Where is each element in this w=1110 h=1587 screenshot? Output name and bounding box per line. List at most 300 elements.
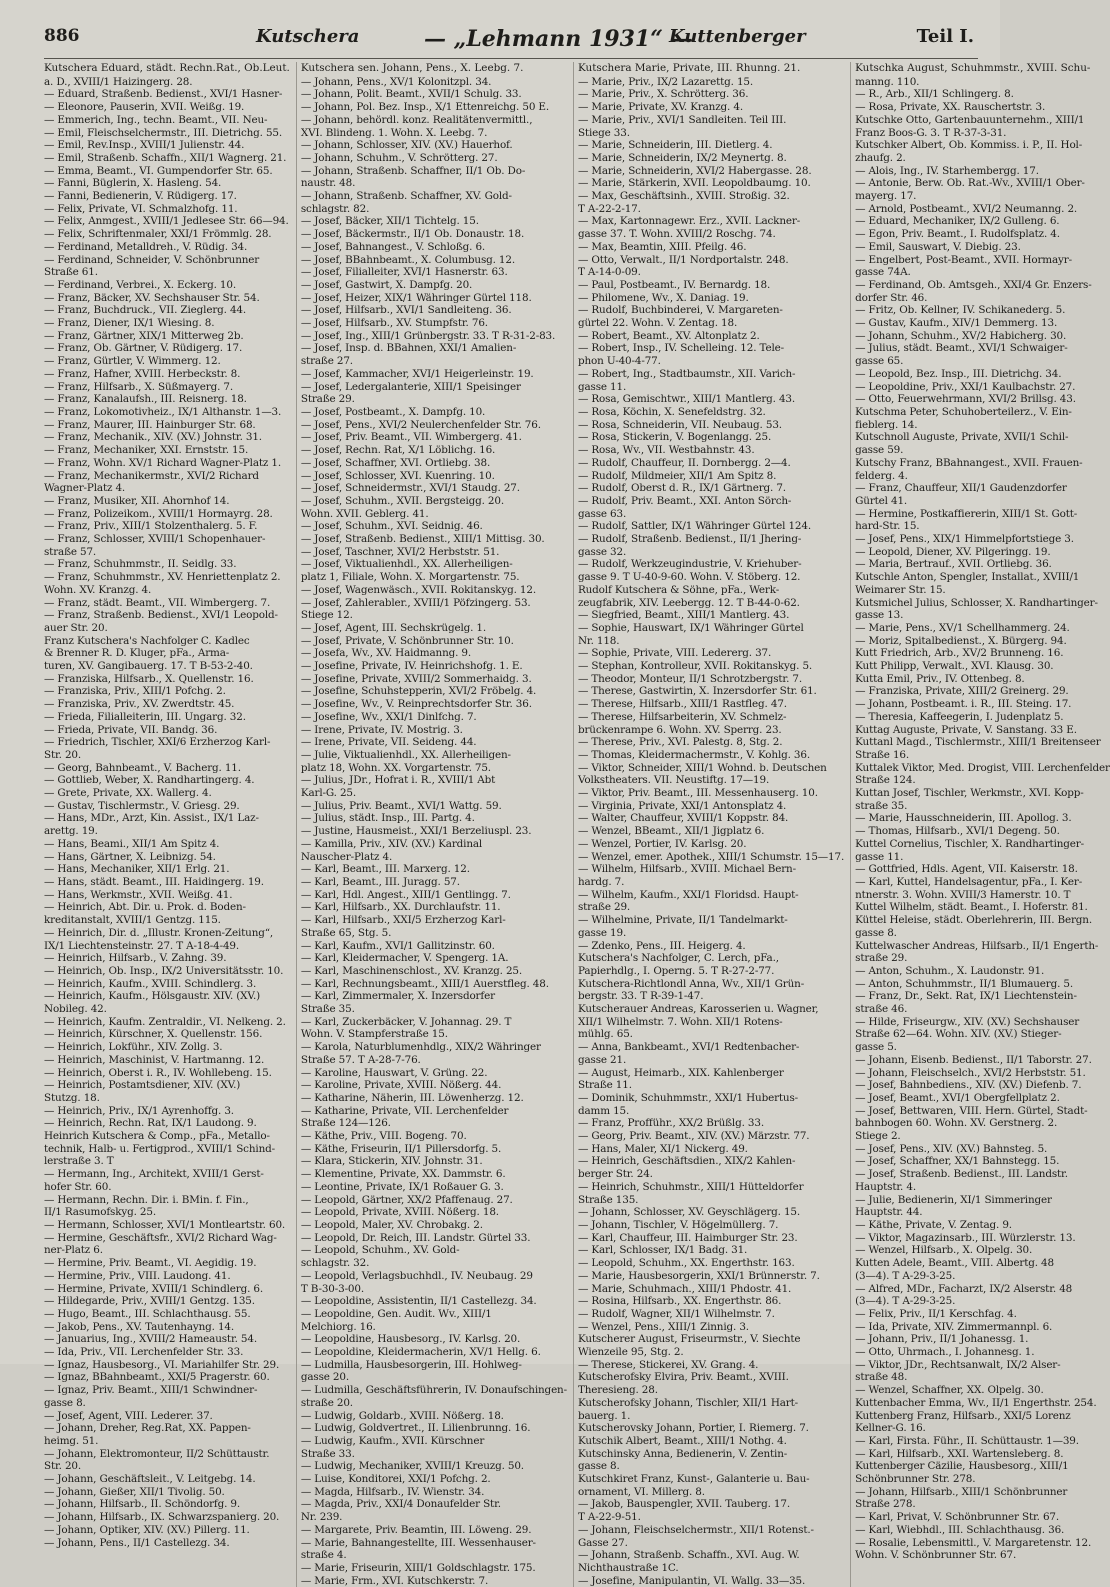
directory-entry: — Philomene, Wv., X. Daniag. 19. [577,291,749,304]
directory-entry: — Wilhelm, Kaufm., XXI/1 Floridsd. Haupt- [577,888,799,901]
directory-entry: Straße 33. [300,1447,355,1460]
directory-entry: — Josef, Schlosser, XVI. Kuenring. 10. [300,469,495,482]
directory-entry: — Johann, behördl. konz. Realitätenvermittl., [300,113,533,126]
directory-entry: — Moriz, Spitalbedienst., X. Bürgerg. 94. [855,634,1067,647]
directory-entry: — Josef, Schaffner, XVI. Ortliebg. 38. [300,456,491,469]
directory-entry: — Julius, JDr., Hofrat i. R., XVIII/1 Abt [300,774,496,787]
directory-entry: — Heinrich, Schuhmstr., XIII/1 Hütteldorfer [577,1180,804,1193]
directory-entry: hard-Str. 15. [855,520,920,533]
directory-entry: Nr. 239. [300,1511,343,1524]
directory-entry: — Klara, Stickerin, XIV. Johnstr. 31. [300,1155,483,1168]
directory-entry: — Heinrich, Priv., IX/1 Ayrenhoffg. 3. [44,1104,234,1117]
directory-entry: — Josef, Private, V. Schönbrunner Str. 10. [300,634,514,647]
directory-entry: Kutsmichel Julius, Schlosser, X. Randhartinger- [855,596,1098,609]
directory-entry: — Johann, Pens., XV/1 Kolonitzpl. 34. [300,75,492,88]
directory-entry: — Heinrich, Kaufm. Zentraldir., VI. Nelkeng. 2. [44,1015,286,1028]
page-header [44,26,980,54]
directory-entry: — Karola, Naturblumenhdlg., XIX/2 Währinger [300,1041,541,1054]
directory-entry: — Hans, Maler, XI/1 Nickerg. 49. [577,1142,748,1155]
directory-entry: — Josef, Priv. Beamt., VII. Wimbergerg. 41. [300,431,522,444]
directory-entry: — Franz, Schlosser, XVIII/1 Schopenhauer- [44,533,266,546]
directory-entry: — Januarius, Ing., XVIII/2 Hameaustr. 54. [44,1333,257,1346]
directory-entry: — Wenzel, Hilfsarb., X. Olpelg. 30. [855,1244,1033,1257]
directory-entry: — Rudolf, Priv. Beamt., XXI. Anton Sörch- [577,494,792,507]
directory-entry: — Rudolf, Buchbinderei, V. Margareten- [577,304,783,317]
directory-entry: — Leopoldine, Assistentin, II/1 Castellezg. 34. [300,1295,537,1308]
directory-entry: Kutscherer August, Friseurmstr., V. Siechte [577,1333,801,1346]
directory-entry: — Heinrich, Postamtsdiener, XIV. (XV.) [44,1079,241,1092]
directory-entry: Nobileg. 42. [44,1003,107,1016]
directory-entry: — Franziska, Hilfsarb., X. Quellenstr. 16. [44,672,254,685]
directory-entry: — Johann, Postbeamt. i. R., III. Steing. 17. [855,698,1072,711]
directory-entry: — Heinrich, Rechn. Rat, IX/1 Laudong. 9. [44,1117,257,1130]
directory-entry: Wohn. XV. Kranzg. 4. [44,583,152,596]
directory-entry: — Hermine, Private, XVIII/1 Schindlerg. 6. [44,1282,264,1295]
directory-entry: Straße 124. [855,774,916,787]
directory-entry: — Thomas, Kleidermachermstr., V. Kohlg. 36. [577,748,810,761]
directory-entry: — Josef, Filialleiter, XVI/1 Hasnerstr. 63. [300,266,508,279]
directory-entry: — Anton, Schuhmmstr., II/1 Blumauerg. 5. [855,977,1074,990]
directory-entry: fieblerg. 14. [855,418,918,431]
directory-entry: zeugfabrik, XIV. Leebergg. 12. T B-44-0-62. [577,596,800,609]
directory-entry: Kutschy Franz, BBahnangest., XVII. Frauen- [855,456,1083,469]
directory-entry: — Max, Geschäftsinh., XVIII. Stroßig. 32. [577,190,790,203]
directory-entry: Wagner-Platz 4. [44,482,126,495]
directory-entry: — Ludwig, Goldarb., XVIII. Nößerg. 18. [300,1409,504,1422]
directory-entry: bergstr. 33. T R-39-1-47. [577,990,704,1003]
directory-entry: — Franz, Mechanikermstr., XVI/2 Richard [44,469,259,482]
directory-entry: Rudolf Kutschera & Söhne, pFa., Werk- [577,583,780,596]
directory-entry: gasse 11. [577,380,627,393]
directory-entry: — Josef, Agent, VIII. Lederer. 37. [44,1409,213,1422]
directory-entry: — Johann, Dreher, Reg.Rat, XX. Pappen- [44,1422,251,1435]
directory-entry: — Rosa, Wv., VII. Westbahnstr. 43. [577,444,755,457]
directory-entry: Kutschik Albert, Beamt., XIII/1 Nothg. 4. [577,1434,787,1447]
directory-entry: — Franz, Dr., Sekt. Rat, IX/1 Liechtenstein- [855,990,1077,1003]
directory-entry: Kutta Emil, Priv., IV. Ottenbeg. 8. [855,672,1025,685]
directory-entry: Gürtel 41. [855,494,908,507]
directory-entry: — Josef, Heizer, XIX/1 Währinger Gürtel 118. [300,291,532,304]
directory-entry: — Theodor, Monteur, II/1 Schrotzbergstr. 7. [577,672,803,685]
directory-entry: XII/1 Wilhelmstr. 7. Wohn. XII/1 Rotens- [577,1015,783,1028]
directory-entry: Karl-G. 25. [300,787,357,800]
directory-entry: — Klementine, Private, XX. Dammstr. 6. [300,1168,506,1181]
directory-entry: platz 1, Filiale, Wohn. X. Morgartenstr. 75. [300,571,520,584]
directory-entry: — Fanni, Bedienerin, V. Rüdigerg. 17. [44,190,237,203]
directory-entry: straße 4. [300,1549,347,1562]
directory-entry: — Heinrich, Geschäftsdien., XIX/2 Kahlen- [577,1155,796,1168]
directory-entry: Straße 11. [577,1079,632,1092]
directory-entry: Hauptstr. 44. [855,1206,923,1219]
directory-entry: — Therese, Priv., XVI. Palestg. 8, Stg. 2. [577,736,783,749]
directory-entry: — Karl, Kaufm., XVI/1 Gallitzinstr. 60. [300,939,495,952]
directory-entry: straße 29. [577,901,631,914]
directory-entry: — Rudolf, Mildmeier, XII/1 Am Spitz 8. [577,469,777,482]
directory-entry: — Leontine, Private, IX/1 Roßauer G. 3. [300,1180,504,1193]
directory-entry: Kutscherofsky Elvira, Priv. Beamt., XVIII. [577,1371,789,1384]
directory-entry: — Johann, Fleischselch., XVI/2 Herbststr. 51. [855,1066,1086,1079]
directory-entry: — Franz, Lokomotivheiz., IX/1 Althanstr. 1—3. [44,405,282,418]
directory-entry: — Marie, Pens., XV/1 Schellhammerg. 24. [855,621,1070,634]
directory-entry: — Antonie, Berw. Ob. Rat.-Wv., XVIII/1 Ober- [855,177,1085,190]
directory-entry: II/1 Rasumofskyg. 25. [44,1206,156,1219]
directory-entry: — Johann, Pens., II/1 Castellezg. 34. [44,1536,230,1549]
directory-entry: — Emil, Straßenb. Schaffn., XII/1 Wagnerg. 21. [44,151,287,164]
directory-entry: — Felix, Schriftenmaler, XXI/1 Frömmlg. 28. [44,228,272,241]
directory-entry: Hauptstr. 4. [855,1180,916,1193]
directory-entry: — Ludwig, Mechaniker, XVIII/1 Kreuzg. 50. [300,1460,524,1473]
directory-entry: Kutscherauer Andreas, Karosserien u. Wagner, [577,1003,819,1016]
directory-entry: Kutt Philipp, Verwalt., XVI. Klausg. 30. [855,660,1054,673]
directory-entry: — Therese, Hilfsarb., XIII/1 Rastfleg. 47. [577,698,787,711]
directory-entry: gasse 37. T. Wohn. XVIII/2 Roschg. 74. [577,228,776,241]
directory-entry: — Thomas, Hilfsarb., XVI/1 Degeng. 50. [855,825,1060,838]
directory-entry: — Leopold, Private, XVIII. Nößerg. 18. [300,1206,499,1219]
directory-entry: Stiege 2. [855,1130,901,1143]
column-3 [573,62,844,1587]
directory-entry: — Franziska, Private, XIII/2 Greinerg. 29. [855,685,1069,698]
directory-entry: Kutschnoll Auguste, Private, XVII/1 Schil- [855,431,1069,444]
directory-entry: — Emma, Beamt., VI. Gumpendorfer Str. 65. [44,164,273,177]
directory-entry: gasse 59. [855,444,904,457]
directory-entry: — Josefine, Private, XVIII/2 Sommerhaidg. 3. [300,672,532,685]
directory-entry: — Jakob, Pens., XV. Tautenhayng. 14. [44,1320,235,1333]
directory-entry: T B-30-3-00. [300,1282,365,1295]
directory-entry: — Ludmilla, Hausbesorgerin, III. Hohlweg- [300,1358,522,1371]
directory-entry: gasse 5. [855,1041,897,1054]
directory-entry: & Brenner R. D. Kluger, pFa., Arma- [44,647,230,660]
directory-entry: Kuttanl Magd., Tischlermstr., XIII/1 Breitenseer [855,736,1101,749]
directory-entry: — Felix, Priv., II/1 Kerschfag. 4. [855,1307,1017,1320]
directory-entry: Kuttenberg Franz, Hilfsarb., XXI/5 Lorenz [855,1409,1071,1422]
directory-entry: hofer Str. 60. [44,1180,112,1193]
directory-entry: — Josef, Bäcker, XII/1 Tichtelg. 15. [300,215,479,228]
directory-entry: — Marie, Priv., IX/2 Lazarettg. 15. [577,75,754,88]
directory-entry: — Ferdinand, Schneider, V. Schönbrunner [44,253,260,266]
directory-entry: — Marie, Hausbesorgerin, XXI/1 Brünnerstr. 7. [577,1269,820,1282]
directory-entry: — Heinrich, Dir. d. „Illustr. Kronen-Zeitung“, [44,926,274,939]
directory-entry: — Hermine, Geschäftsfr., XVI/2 Richard Wag- [44,1231,277,1244]
directory-entry: — Johann, Schuhm., XV/2 Habicherg. 30. [855,329,1067,342]
directory-entry: — Frieda, Private, VII. Bandg. 36. [44,723,218,736]
page-number: 886 [44,26,80,46]
directory-entry: — Leopold, Maler, XV. Chrobakg. 2. [300,1218,483,1231]
directory-entry: Straße 57. T A-28-7-76. [300,1053,421,1066]
directory-entry: gasse 32. [577,545,627,558]
directory-entry: — Leopold, Dr. Reich, III. Landstr. Gürtel 33. [300,1231,531,1244]
directory-entry: — Marie, Schneiderin, III. Dietlerg. 4. [577,139,773,152]
directory-entry: — Gottlieb, Weber, X. Randhartingerg. 4. [44,774,255,787]
directory-entry: straße 29. [855,952,908,965]
directory-entry: — Rosa, Stickerin, V. Bogenlangg. 25. [577,431,772,444]
directory-entry: gasse 9. T U-40-9-60. Wohn. V. Stöberg. 12. [577,571,801,584]
directory-entry: lerstraße 3. T [44,1155,114,1168]
directory-entry: Kuttenbacher Emma, Wv., II/1 Engerthstr. 254. [855,1396,1097,1409]
directory-entry: — Heinrich, Hilfsarb., V. Zahng. 39. [44,952,227,965]
directory-entry: — Ludwig, Kaufm., XVII. Kürschner [300,1434,485,1447]
directory-entry: — Josef, Pens., XIV. (XV.) Bahnsteg. 5. [855,1142,1048,1155]
directory-entry: — Jakob, Bauspengler, XVII. Tauberg. 17. [577,1498,791,1511]
directory-entry: kreditanstalt, XVIII/1 Gentzg. 115. [44,914,221,927]
directory-entry: — Otto, Uhrmach., I. Johannesg. 1. [855,1346,1035,1359]
column-first-entry: Kutschera sen. Johann, Pens., X. Leebg. 7. [300,62,524,74]
directory-entry: — Franz, Bäcker, XV. Sechshauser Str. 54. [44,291,260,304]
directory-entry: — Justine, Hausmeist., XXI/1 Berzeliuspl. 23. [300,825,532,838]
directory-entry: — Eduard, Straßenb. Bedienst., XVI/1 Hasner- [44,88,283,101]
directory-entry: Kutschera's Nachfolger, C. Lerch, pFa., [577,952,779,965]
directory-entry: straße 20. [300,1396,353,1409]
directory-entry: Wohn. V. Schönbrunner Str. 67. [855,1549,1017,1562]
directory-entry: naustr. 48. [300,177,356,190]
column-2 [296,62,567,1587]
directory-entry: — Johann, Optiker, XIV. (XV.) Pillerg. 11. [44,1523,250,1536]
directory-entry: — Franz, Hilfsarb., X. Süßmayerg. 7. [44,380,234,393]
directory-entry: — Heinrich, Lokführ., XIV. Zollg. 3. [44,1041,223,1054]
directory-entry: Kuttag Auguste, Private, V. Sanstang. 33 E. [855,723,1077,736]
directory-entry: gasse 8. [577,1460,620,1473]
directory-entry: — Josef, Ledergalanterie, XIII/1 Speisinger [300,380,521,393]
directory-entry: arettg. 19. [44,825,98,838]
directory-entry: — Franziska, Priv., XV. Zwerdtstr. 45. [44,698,235,711]
directory-entry: — Josef, Postbeamt., X. Dampfg. 10. [300,405,486,418]
directory-entry: — Josef, Straßenb. Bedienst., III. Landstr. [855,1168,1068,1181]
directory-entry: — Karl, Wiebhdl., III. Schlachthausg. 36. [855,1523,1065,1536]
directory-entry: — Marie, Priv., XVI/1 Sandleiten. Teil III. [577,113,787,126]
directory-entry: — Georg, Priv. Beamt., XIV. (XV.) Märzstr. 77. [577,1130,810,1143]
directory-entry: gasse 21. [577,1053,627,1066]
directory-entry: — Josef, Insp. d. BBahnen, XXI/1 Amalien- [300,342,517,355]
directory-entry: Nichthaustraße 1C. [577,1561,679,1574]
directory-entry: — Josef, Schuhm., XVI. Seidnig. 46. [300,520,483,533]
directory-entry: Str. 20. [44,1460,82,1473]
directory-entry: — Karoline, Hauswart, V. Grüng. 22. [300,1066,488,1079]
directory-entry: — Rosa, Köchin, X. Senefeldstrg. 32. [577,405,766,418]
directory-entry: — Karl, Kleidermacher, V. Spengerg. 1A. [300,952,509,965]
directory-entry: dorfer Str. 46. [855,291,928,304]
directory-entry: — Johann, Polit. Beamt., XVII/1 Schulg. 33. [300,88,522,101]
directory-entry: gürtel 22. Wohn. V. Zentag. 18. [577,317,738,330]
directory-entry: — Käthe, Private, V. Zentag. 9. [855,1218,1012,1231]
directory-entry: — Theresia, Kaffeegerin, I. Judenplatz 5. [855,710,1064,723]
directory-entry: zhaufg. 2. [855,151,906,164]
directory-entry: — Frieda, Filialleiterin, III. Ungarg. 32. [44,710,246,723]
directory-entry: — Marie, Schuhmach., XIII/1 Phdostr. 41. [577,1282,792,1295]
directory-entry: mühlg. 65. [577,1028,633,1041]
directory-entry: — Ferdinand, Verbrei., X. Eckerg. 10. [44,278,236,291]
directory-entry: — Gustav, Kaufm., XIV/1 Demmerg. 13. [855,317,1058,330]
directory-entry: — Alois, Ing., IV. Starhembergg. 17. [855,164,1039,177]
directory-entry: — Viktor, Priv. Beamt., III. Messenhauserg. 10. [577,787,818,800]
directory-entry: — Franz, Schuhmmstr., XV. Henriettenplatz 2. [44,571,281,584]
directory-entry: — Magda, Priv., XXI/4 Donaufelder Str. [300,1498,501,1511]
directory-entry: — Hans, Werkmstr., XVII. Weißg. 41. [44,888,233,901]
directory-entry: — Johann, Schlosser, XIV. (XV.) Hauerhof. [300,139,513,152]
directory-entry: — Marie, Friseurin, XIII/1 Goldschlagstr. 175. [300,1561,536,1574]
directory-entry: Kuttan Josef, Tischler, Werkmstr., XVI. Kopp- [855,787,1084,800]
directory-entry: Kuttel Cornelius, Tischler, X. Randhartinger- [855,837,1084,850]
directory-entry: — Siegfried, Beamt., XIII/1 Mantlerg. 43. [577,609,790,622]
column-first-entry: Kutschera Eduard, städt. Rechn.Rat., Ob.Leut. [44,62,290,74]
directory-entry: — Karl, Maschinenschlost., XV. Kranzg. 25. [300,964,523,977]
directory-entry: bahnbogen 60. Wohn. XV. Gerstnerg. 2. [855,1117,1058,1130]
directory-entry: — Walter, Chauffeur, XVIII/1 Koppstr. 84. [577,812,789,825]
directory-entry: — Hermann, Rechn. Dir. i. BMin. f. Fin., [44,1193,249,1206]
directory-entry: Küttel Heleise, städt. Oberlehrerin, III. Bergn. [855,914,1092,927]
directory-entry: — Therese, Stickerei, XV. Grang. 4. [577,1358,759,1371]
directory-entry: Stiege 12. [300,609,353,622]
directory-entry: Nauscher-Platz 4. [300,850,393,863]
directory-entry: — Hermine, Priv. Beamt., VI. Aegidig. 19. [44,1257,257,1270]
directory-entry: — Johann, Pol. Bez. Insp., X/1 Ettenreichg. 50 E. [300,101,550,114]
directory-entry: Weimarer Str. 15. [855,583,946,596]
directory-entry: — Johann, Fleischselchermstr., XII/1 Rotenst.- [577,1523,814,1536]
directory-entry: — Josef, Viktualienhdl., XX. Allerheiligen- [300,558,513,571]
header-rule [44,58,978,59]
directory-entry: technik, Halb- u. Fertigprod., XVIII/1 Schind- [44,1142,275,1155]
directory-entry: — Franz, Gürtler, V. Wimmerg. 12. [44,355,221,368]
directory-entry: Kutscherovsky Johann, Portier, I. Riemerg. 7. [577,1422,809,1435]
directory-entry: — Hans, Gärtner, X. Leibnizg. 54. [44,850,216,863]
directory-entry: — Karl, Beamt., III. Juragg. 57. [300,876,460,888]
directory-entry: — Rudolf, Oberst d. R., IX/1 Gärtnerg. 7. [577,482,786,495]
directory-entry: damm 15. [577,1104,630,1117]
directory-entry: — Josefine, Schuhstepperin, XVI/2 Fröbelg. 4. [300,685,537,698]
directory-entry: — Franz, Polizeikom., XVIII/1 Hormayrg. 28. [44,507,273,520]
directory-entry: — Leopoldine, Kleidermacherin, XV/1 Hellg. 6. [300,1346,541,1359]
directory-entry: — Josef, Hilfsarb., XV. Stumpfstr. 76. [300,317,488,330]
column-first-entry: Kutschka August, Schuhmmstr., XVIII. Schu- [855,62,1091,74]
directory-entry: — Eleonore, Pauserin, XVII. Weißg. 19. [44,101,245,114]
directory-entry: — Karl, Rechnungsbeamt., XIII/1 Auerstfleg. 48. [300,977,549,990]
directory-entry: — Viktor, Schneider, XIII/1 Wohnd. b. Deutschen [577,761,827,774]
directory-entry: — Luise, Konditorei, XXI/1 Pofchg. 2. [300,1473,491,1486]
directory-entry: Kutschera-Richtlondl Anna, Wv., XII/1 Grün- [577,977,805,990]
directory-entry: Straße 124—126. [300,1117,391,1130]
directory-entry: — Leopold, Diener, XV. Pilgeringg. 19. [855,545,1051,558]
directory-entry: — Hermine, Postkaffiererin, XIII/1 St. Gott- [855,507,1078,520]
directory-entry: — Hermann, Schlosser, XVI/1 Montleartstr. 60. [44,1218,286,1231]
directory-entry: turen, XV. Gangibauerg. 17. T B-53-2-40. [44,660,253,673]
directory-entry: — Josefine, Wv., V. Reinprechtsdorfer Str. 36. [300,698,532,711]
directory-entry: Kutschinsky Anna, Bedienerin, V. Zentin- [577,1447,788,1460]
directory-entry: — Josef, Wagenwäsch., XVII. Rokitanskyg. 12. [300,583,536,596]
directory-entry: Straße 16. [855,748,910,761]
directory-entry: — Rudolf, Werkzeugindustrie, V. Kriehuber- [577,558,802,571]
directory-entry: Gasse 27. [577,1536,628,1549]
directory-entry: gasse 8. [855,926,897,939]
directory-entry: — Josefa, Wv., XV. Haidmanng. 9. [300,647,472,660]
directory-entry: — Hans, MDr., Arzt, Kin. Assist., IX/1 Laz- [44,812,259,825]
directory-entry: — Gottfried, Hdls. Agent, VII. Kaiserstr. 18. [855,863,1078,876]
directory-entry: Kutschke Otto, Gartenbauunternehm., XIII/1 [855,113,1085,126]
directory-entry: — Leopoldine, Priv., XXI/1 Kaulbachstr. 27. [855,380,1076,393]
directory-entry: — Ida, Private, XIV. Zimmermannpl. 6. [855,1320,1053,1333]
directory-entry: — Wenzel, Portier, IV. Karlsg. 20. [577,837,747,850]
directory-entry: gasse 74A. [855,266,911,279]
directory-entry: — Josef, Pens., XIX/1 Himmelpfortstiege 3. [855,533,1074,546]
directory-entry: — Marie, Priv., X. Schrötterg. 36. [577,88,749,101]
directory-entry: phon U-40-4-77. [577,355,661,368]
directory-entry: — Josef, Ing., XIII/1 Grünbergstr. 33. T R-31-2-83. [300,329,556,342]
directory-entry: — Josefine, Manipulantin, VI. Wallg. 33—35. [577,1574,806,1587]
directory-entry: — Dominik, Schuhmmstr., XXI/1 Hubertus- [577,1091,798,1104]
directory-entry: ornament, VI. Millerg. 8. [577,1485,705,1498]
directory-entry: — Käthe, Friseurin, II/1 Pillersdorfg. 5. [300,1142,502,1155]
directory-entry: — Emil, Fleischselchermstr., III. Dietrichg. 55. [44,126,283,139]
directory-entry: Volkstheaters. VII. Neustiftg. 17—19. [577,774,770,787]
directory-entry: — Josef, Hilfsarb., XVI/1 Sandleiteng. 36. [300,304,512,317]
directory-entry: Kutschker Albert, Ob. Kommiss. i. P., II. Hol- [855,139,1083,152]
directory-entry: Kutschle Anton, Spengler, Installat., XVIII/1 [855,571,1080,584]
directory-entry: — Karl, Zimmermaler, X. Inzersdorfer [300,990,495,1003]
directory-entry: — Franz, Schuhmmstr., II. Seidlg. 33. [44,558,237,571]
directory-entry: — Julius, städt. Beamt., XVI/1 Schwaiger- [855,342,1068,355]
directory-entry: — Margarete, Priv. Beamtin, III. Löweng. 29. [300,1523,532,1536]
directory-entry: — Karl, Kuttel, Handelsagentur, pFa., I. Ker- [855,876,1083,888]
directory-entry: — Marie, Bahnangestellte, III. Wessenhauser- [300,1536,536,1549]
directory-entry: — Heinrich, Oberst i. R., IV. Wohllebeng. 15. [44,1066,272,1079]
directory-entry: T A-22-2-17. [577,202,641,215]
directory-entry: — Robert, Beamt., XV. Altonplatz 2. [577,329,760,342]
directory-entry: — Egon, Priv. Beamt., I. Rudolfsplatz. 4. [855,228,1060,241]
directory-entry: — Leopold, Schuhm., XV. Gold- [300,1244,460,1257]
directory-entry: — Franz, Ob. Gärtner, V. Rüdigerg. 17. [44,342,243,355]
directory-entry: — Leopoldine, Hausbesorg., IV. Karlsg. 20. [300,1333,521,1346]
directory-entry: — Marie, Frm., XVI. Kutschkerstr. 7. [300,1574,489,1587]
directory-entry: — Johann, Priv., II/1 Johanessg. 1. [855,1333,1029,1346]
directory-entry: — Franz, Kanalaufsh., III. Reisnerg. 18. [44,393,247,406]
directory-entry: gasse 65. [855,355,904,368]
directory-entry: Wohn. XVII. Geblerg. 41. [300,507,429,520]
directory-entry: — Engelbert, Post-Beamt., XVII. Hormayr- [855,253,1072,266]
directory-entry: ntnerstr. 3. Wohn. XVIII/3 Hamerstr. 10. T [855,888,1071,901]
directory-entry: manng. 110. [855,75,920,88]
directory-entry: brückenrampe 6. Wohn. XV. Sperrg. 23. [577,723,782,736]
directory-entry: — Karl, Hdl. Angest., XIII/1 Gentlingg. 7. [300,888,511,901]
directory-entry: — Maria, Bertrauf., XVII. Ortliebg. 36. [855,558,1052,571]
directory-entry: straße 35. [855,799,908,812]
directory-entry: — R., Arb., XII/1 Schlingerg. 8. [855,88,1014,101]
directory-entry: — Wenzel, Pens., XIII/1 Zinnig. 3. [577,1320,749,1333]
directory-entry: — Eduard, Mechaniker, IX/2 Gulleng. 6. [855,215,1060,228]
directory-entry: — Johann, Elektromonteur, II/2 Schüttaustr. [44,1447,270,1460]
directory-entry: — Rosalie, Lebensmittl., V. Margaretenstr. 12. [855,1536,1092,1549]
directory-entry: — Leopoldine, Gen. Audit. Wv., XIII/1 [300,1307,492,1320]
directory-entry: — Leopold, Schuhm., XX. Engerthstr. 163. [577,1257,795,1270]
directory-entry: — Josef, Schuhm., XVII. Bergsteigg. 20. [300,494,504,507]
directory-entry: — Friedrich, Tischler, XXI/6 Erzherzog Karl- [44,736,271,749]
directory-entry: — Felix, Anmgest., XVIII/1 Jedlesee Str. 66—94. [44,215,289,228]
directory-entry: platz 18, Wohn. XX. Vorgartenstr. 75. [300,761,491,774]
directory-entry: — Wenzel, emer. Apothek., XIII/1 Schumstr. 15—17. [577,850,845,863]
directory-entry: — Rudolf, Sattler, IX/1 Währinger Gürtel 124. [577,520,811,533]
directory-entry: hardg. 7. [577,876,625,888]
directory-entry: — Johann, Straßenb. Schaffner, XV. Gold- [300,190,512,203]
directory-entry: — Franz, Buchdruck., VII. Zieglerg. 44. [44,304,247,317]
directory-entry: — Max, Kartonnagewr. Erz., XVII. Lackner- [577,215,801,228]
directory-entry: — Käthe, Priv., VIII. Bogeng. 70. [300,1130,467,1143]
directory-entry: — Johann, Hilfsarb., XIII/1 Schönbrunner [855,1485,1068,1498]
directory-entry: — Wilhelmine, Private, II/1 Tandelmarkt- [577,914,788,927]
directory-entry: T A-14-0-09. [577,266,641,279]
directory-entry: — Franz, Wohn. XV/1 Richard Wagner-Platz 1. [44,456,282,469]
directory-entry: — Ida, Priv., VII. Lerchenfelder Str. 33. [44,1346,244,1359]
directory-entry: — Hermann, Ing., Architekt, XVIII/1 Gerst- [44,1168,264,1181]
directory-entry: — Marie, Hausschneiderin, III. Apollog. 3. [855,812,1072,825]
directory-entry: gasse 19. [577,926,627,939]
directory-entry: — Leopold, Bez. Insp., III. Dietrichg. 34. [855,367,1062,380]
directory-entry: — Robert, Insp., IV. Schelleing. 12. Tele- [577,342,785,355]
